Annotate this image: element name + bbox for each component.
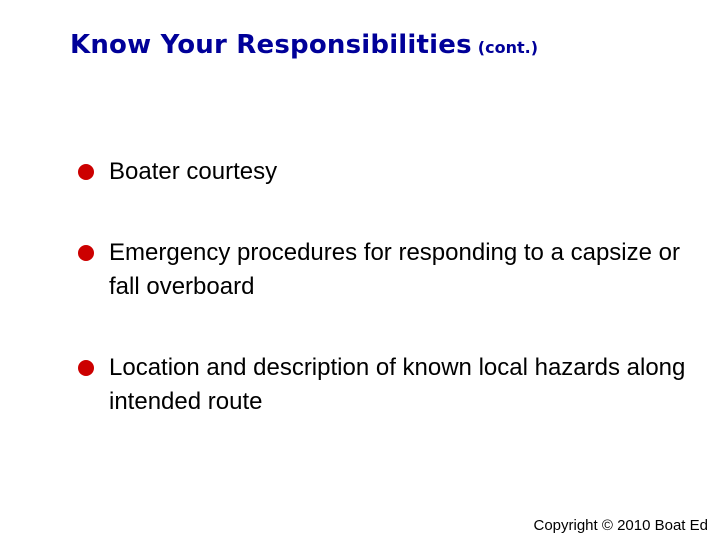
bullet-text: Emergency procedures for responding to a capsize or fall overboard [109, 239, 680, 300]
slide-title [70, 30, 538, 60]
bullet-item [78, 236, 698, 304]
bullet-dot-icon [78, 245, 94, 261]
bullet-text: Location and description of known local hazards along intended route [109, 354, 686, 415]
copyright-notice: Copyright © 2010 Boat Ed [533, 517, 708, 534]
bullet-item [78, 155, 698, 189]
bullet-text: Boater courtesy [109, 158, 278, 185]
bullet-dot-icon [78, 164, 94, 180]
bullet-dot-icon [78, 360, 94, 376]
title-text: Know Your Responsibilities [70, 30, 472, 60]
title-suffix: (cont.) [477, 38, 538, 57]
bullet-list [78, 155, 698, 466]
bullet-item [78, 351, 698, 419]
